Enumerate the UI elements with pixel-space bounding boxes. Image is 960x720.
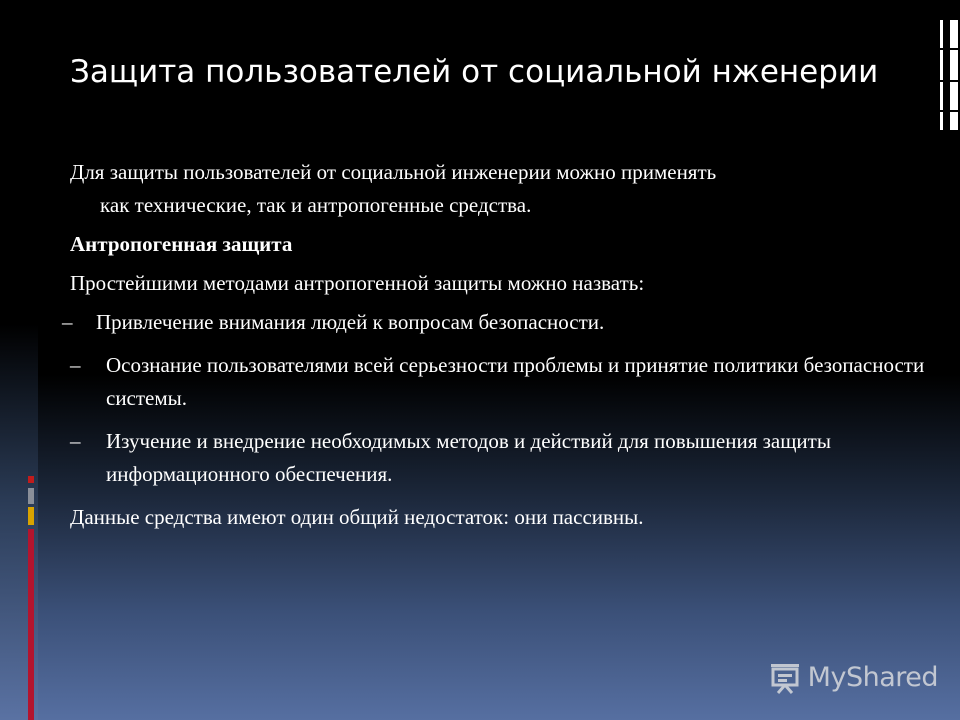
accent-bar-gray bbox=[28, 488, 34, 504]
list-item bbox=[70, 425, 950, 491]
right-decor-bars bbox=[936, 20, 960, 130]
slide-content bbox=[62, 156, 950, 534]
slide bbox=[38, 0, 960, 720]
list-item-text: Изучение и внедрение необходимых методов и действий для повышения защиты информационного обеспечения. bbox=[106, 429, 831, 486]
dash-marker: – bbox=[70, 429, 81, 453]
presentation-board-icon bbox=[768, 660, 802, 694]
list-item bbox=[70, 349, 950, 415]
watermark-text: MyShared bbox=[807, 661, 938, 693]
slide-title: Защита пользователей от социальной нженерии bbox=[70, 54, 879, 90]
list-item-text: Осознание пользователями всей серьезности проблемы и принятие политики безопасности системы. bbox=[106, 353, 925, 410]
section-heading: Антропогенная защита bbox=[70, 232, 293, 256]
accent-bar-gold bbox=[28, 507, 34, 525]
list-item bbox=[62, 306, 950, 339]
accent-bar-red bbox=[28, 529, 34, 720]
closing-statement: Данные средства имеют один общий недостаток: они пассивны. bbox=[70, 505, 644, 529]
left-decor-strip bbox=[0, 0, 38, 720]
dash-marker: – bbox=[62, 310, 73, 334]
intro-paragraph-line1: Для защиты пользователей от социальной инженерии можно применять bbox=[70, 160, 717, 184]
list-item-text: Привлечение внимания людей к вопросам безопасности. bbox=[96, 310, 605, 334]
intro-paragraph-line2: как технические, так и антропогенные средства. bbox=[100, 193, 532, 217]
watermark bbox=[768, 660, 938, 694]
dash-marker: – bbox=[70, 353, 81, 377]
intro-paragraph bbox=[70, 156, 950, 222]
methods-intro: Простейшими методами антропогенной защиты можно назвать: bbox=[70, 271, 645, 295]
accent-bar-red-small bbox=[28, 476, 34, 483]
